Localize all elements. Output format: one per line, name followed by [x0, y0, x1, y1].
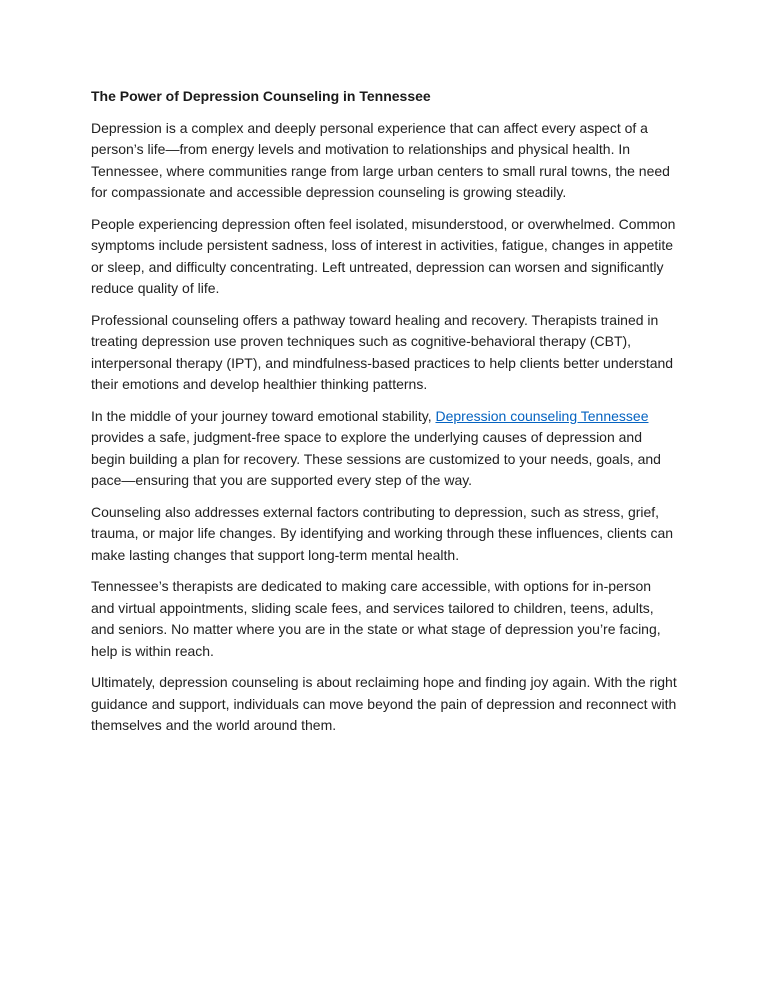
paragraph-link-after-text: provides a safe, judgment-free space to explore the underlying causes of depression and begin building a plan for recovery. These sessions are customized to your needs, goals, and pace—ensuring that you are supported every step of the way. [91, 429, 661, 488]
page-title: The Power of Depression Counseling in Tennessee [91, 88, 431, 104]
paragraph-professional-counseling: Professional counseling offers a pathway toward healing and recovery. Therapists trained in treating depression use proven techniques such as cognitive-behavioral therapy (CBT), interpersonal therapy (IPT), and mindfulness-based practices to help clients better understand their emotions and develop healthier thinking patterns. [91, 311, 674, 392]
paragraph-conclusion: Ultimately, depression counseling is about reclaiming hope and finding joy again. With the right guidance and support, individuals can move beyond the pain of depression and reconnect with themselves and the world around them. [91, 674, 677, 733]
depression-counseling-tennessee-link[interactable]: Depression counseling Tennessee [435, 407, 649, 424]
paragraph-intro: Depression is a complex and deeply personal experience that can affect every aspect of a person’s life—from energy levels and motivation to relationships and physical health. In Tennessee, where communities range from large urban centers to small rural towns, the need for compassionate and accessible depression counseling is growing steadily. [91, 119, 670, 200]
paragraph-with-link [91, 406, 677, 492]
paragraph-accessibility: Tennessee’s therapists are dedicated to making care accessible, with options for in-person and virtual appointments, sliding scale fees, and services tailored to children, teens, adults, and seniors. No matter where you are in the state or what stage of depression you’re facing, help is within reach. [91, 578, 661, 659]
paragraph-symptoms: People experiencing depression often feel isolated, misunderstood, or overwhelmed. Common symptoms include persistent sadness, loss of interest in activities, fatigue, changes in appetite or sleep, and difficulty concentrating. Left untreated, depression can worsen and significantly reduce quality of life. [91, 215, 676, 296]
paragraph-link-before-text: In the middle of your journey toward emotional stability, [91, 407, 436, 424]
paragraph-external-factors: Counseling also addresses external factors contributing to depression, such as stress, grief, trauma, or major life changes. By identifying and working through these influences, clients can make lasting changes that support long-term mental health. [91, 503, 674, 563]
